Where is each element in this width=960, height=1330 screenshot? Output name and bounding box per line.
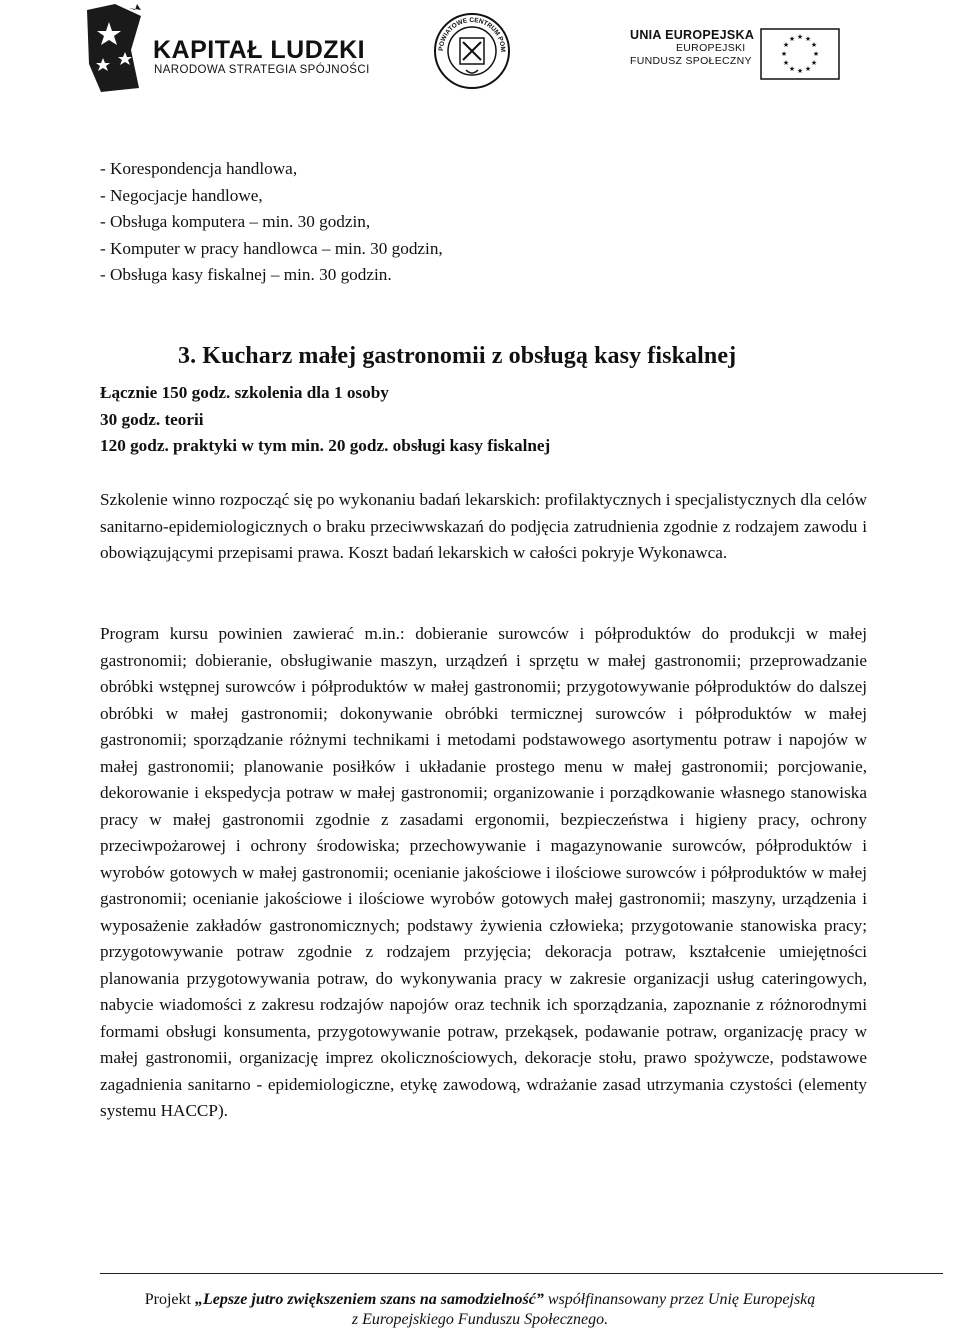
pcpr-seal-logo xyxy=(433,12,511,90)
eu-line2: EUROPEJSKI xyxy=(676,42,746,54)
program-paragraph: Program kursu powinien zawierać m.in.: dobieranie surowców i półproduktów do produkcji w małej gastronomii; dobieranie, obsługiwanie maszyn, urządzeń i sprzętu w małej gastronomii; przeprowadzanie obróbki wstępnej surowców i półproduktów w małej gastronomii; przygotowywanie półproduktów do dalszej obróbki w małej gastronomii; dokonywanie obróbki termicznej surowców i półproduktów w małej gastronomii; sporządzanie różnymi technikami i metodami podstawowego asortymentu potraw i napojów w małej gastronomii; planowanie posiłków i układanie prostego menu w małej gastronomii; porcjowanie, dekorowanie i ekspedycja potraw w małej gastronomii; organizowanie i porządkowanie własnego stanowiska pracy w małej gastronomii zgodnie z zasadami ergonomii, bezpieczeństwa i higieny pracy, ochrony przeciwpożarowej i ochrony środowiska; przechowywanie i magazynowanie surowców, półproduktów i wyrobów gotowych w małej gastronomii; ocenianie jakościowe i ilościowe surowców i półproduktów w małej gastronomii; ocenianie jakościowe i ilościowe wyrobów gotowych małej gastronomii; maszyny, urządzenia i wyposażenie zakładów gastronomicznych; podstawy żywienia człowieka; przygotowanie stanowiska pracy; przygotowywanie potraw zgodnie z rodzajem przyjęcia; dekoracja potraw, kształcenie umiejętności planowania przygotowywania potraw, do wykonywania pracy w zakresie organizacji usług cateringowych, nabycie wiadomości z zakresu rodzajów napojów oraz technik ich sporządzania, zapoznanie z różnorodnymi formami obsługi konsumenta, przygotowywanie potraw, przekąsek, podawanie potraw, organizację pracy w małej gastronomii, organizację imprez okolicznościowych, dekoracje stołu, prawo spożywcze, podstawowe zagadnienia sanitarno - epidemiologiczne, etykę zawodową, wdrażanie zasad utrzymania czystości (elementy systemu HACCP). xyxy=(100,624,867,1120)
list-item: - Negocjacje handlowe, xyxy=(100,185,263,205)
eu-logo xyxy=(630,28,840,78)
medical-paragraph: Szkolenie winno rozpocząć się po wykonaniu badań lekarskich: profilaktycznych i specjalistycznych dla celów sanitarno-epidemiologicznych o braku przeciwwskazań do podjęcia zatrudnienia zgodnie z rodzajem zawodu i obowiązującymi przepisami prawa. Koszt badań lekarskich w całości pokryje Wykonawca. xyxy=(100,490,867,562)
eu-line3: FUNDUSZ SPOŁECZNY xyxy=(630,55,752,67)
list-item: - Obsługa kasy fiskalnej – min. 30 godzin. xyxy=(100,265,392,284)
svg-text:★: ★ xyxy=(796,67,804,75)
list-item: - Korespondencja handlowa, xyxy=(100,159,298,178)
svg-text:★: ★ xyxy=(780,50,788,58)
kapital-ludzki-title: KAPITAŁ LUDZKI xyxy=(153,36,366,64)
total-hours: Łącznie 150 godz. szkolenia dla 1 osoby xyxy=(100,383,389,402)
svg-text:★: ★ xyxy=(782,59,790,67)
footer-line2: z Europejskiego Funduszu Społecznego. xyxy=(351,1311,609,1328)
course-list xyxy=(100,156,867,289)
section-title: 3. Kucharz małej gastronomii z obsługą kasy fiskalnej xyxy=(178,343,737,369)
svg-text:★: ★ xyxy=(810,41,818,49)
practice-hours: 120 godz. praktyki w tym min. 20 godz. obsługi kasy fiskalnej xyxy=(100,436,551,455)
eu-flag-icon xyxy=(760,28,840,80)
hours-summary xyxy=(100,380,867,460)
list-item: - Obsługa komputera – min. 30 godzin, xyxy=(100,212,371,231)
page-footer xyxy=(0,1290,960,1330)
seal-emblem-icon xyxy=(433,12,511,90)
theory-hours: 30 godz. teorii xyxy=(100,409,204,429)
kapital-ludzki-logo xyxy=(85,2,375,94)
page-header xyxy=(0,0,960,110)
svg-text:★: ★ xyxy=(804,65,812,73)
svg-text:★: ★ xyxy=(782,41,790,49)
kapital-ludzki-subtitle: NARODOWA STRATEGIA SPÓJNOŚCI xyxy=(154,64,370,76)
list-item: - Komputer w pracy handlowca – min. 30 godzin, xyxy=(100,238,443,258)
svg-text:★: ★ xyxy=(804,35,812,43)
footer-project-name: „Lepsze jutro zwiększeniem szans na samodzielność” xyxy=(194,1291,544,1308)
svg-text:★: ★ xyxy=(810,59,818,67)
svg-text:★: ★ xyxy=(812,50,820,58)
eu-title: UNIA EUROPEJSKA xyxy=(630,28,755,42)
svg-text:POWIATOWE CENTRUM POMOCY: POWIATOWE CENTRUM POM xyxy=(437,16,507,53)
footer-suffix: współfinansowany przez Unię Europejską xyxy=(543,1291,816,1308)
footer-divider xyxy=(100,1273,943,1274)
svg-text:★: ★ xyxy=(796,33,804,41)
footer-prefix: Projekt xyxy=(144,1291,195,1308)
svg-text:★: ★ xyxy=(788,65,796,73)
kapital-ludzki-star-icon xyxy=(85,2,145,94)
svg-text:★: ★ xyxy=(788,35,796,43)
